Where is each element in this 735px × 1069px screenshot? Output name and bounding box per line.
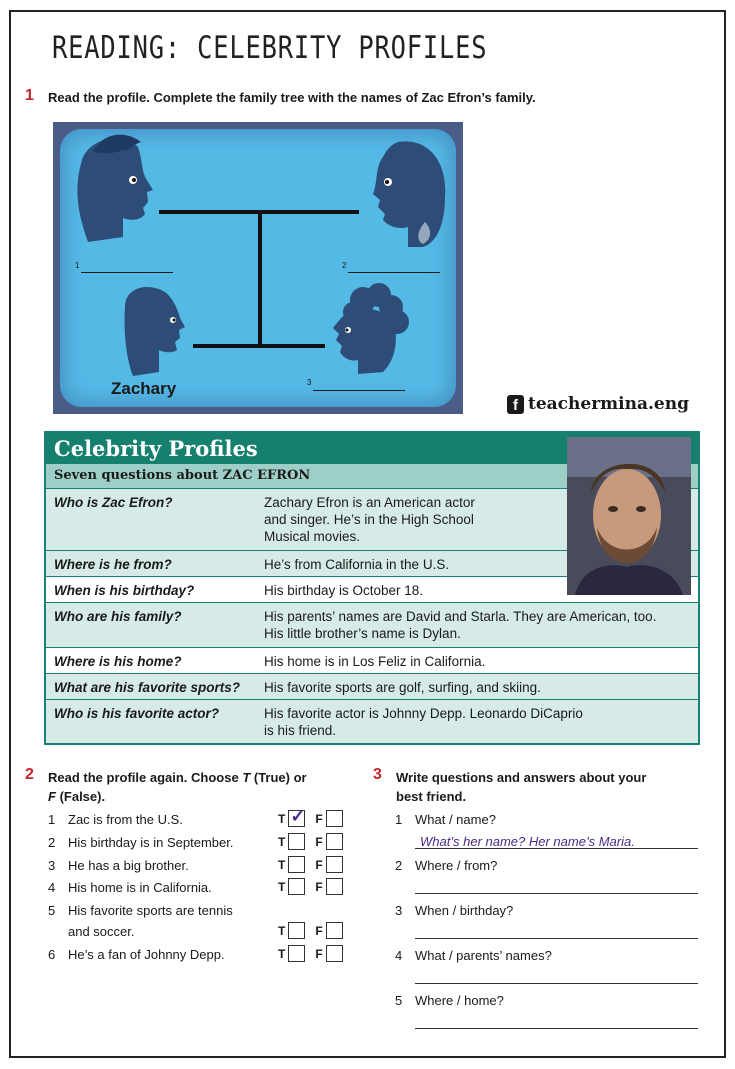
vertical-line [258, 212, 262, 347]
profile-question: When is his birthday? [54, 583, 195, 598]
profile-header: Celebrity Profiles [46, 433, 698, 464]
profile-answer: His favorite actor is Johnny Depp. Leonardo DiCaprio is his friend. [264, 706, 583, 738]
list-item: 4 His home is in California. T F [48, 880, 358, 899]
list-item: 3 He has a big brother. T F [48, 858, 358, 877]
profile-question: Where is he from? [54, 557, 172, 572]
false-checkbox[interactable] [326, 945, 343, 962]
answer-line[interactable] [415, 969, 698, 984]
brand-watermark [507, 394, 689, 414]
blank-2-line[interactable] [348, 272, 440, 273]
blank-3-number: 3 [307, 378, 312, 387]
true-checkbox[interactable] [288, 806, 306, 827]
false-checkbox[interactable] [326, 810, 343, 827]
profile-question: Where is his home? [54, 654, 182, 669]
profile-row [46, 699, 698, 743]
family-tree [53, 122, 463, 414]
profile-row [46, 673, 698, 699]
false-checkbox[interactable] [326, 856, 343, 873]
exercise-2-instruction: Read the profile again. Choose T (True) or F (False). [48, 770, 307, 804]
brother-silhouette [333, 283, 409, 374]
profile-question: What are his favorite sports? [54, 680, 241, 695]
profile-question: Who is Zac Efron? [54, 495, 173, 510]
true-checkbox[interactable] [288, 945, 305, 962]
profile-question: Who is his favorite actor? [54, 706, 220, 721]
zachary-silhouette [124, 287, 185, 376]
exercise-1-instruction: Read the profile. Complete the family tree with the names of Zac Efron’s family. [48, 90, 536, 105]
exercise-3-number: 3 [373, 766, 382, 783]
zachary-label: Zachary [111, 379, 177, 398]
profile-answer: He’s from California in the U.S. [264, 557, 450, 572]
list-item: 1 Zac is from the U.S. T ✓ F [48, 812, 358, 831]
true-checkbox[interactable] [288, 922, 305, 939]
list-item: 6 He’s a fan of Johnny Depp. T F [48, 947, 358, 966]
profile-answer: His birthday is October 18. [264, 583, 424, 598]
profile-row [46, 602, 698, 647]
true-checkbox[interactable] [288, 878, 305, 895]
true-checkbox[interactable] [288, 856, 305, 873]
page-title: READING: CELEBRITY PROFILES [52, 30, 488, 66]
children-line [193, 344, 325, 348]
profile-answer: His parents’ names are David and Starla. They are American, too. His little brother’s name is Dylan. [264, 609, 657, 641]
father-silhouette [77, 135, 153, 242]
mother-silhouette [373, 141, 445, 247]
false-checkbox[interactable] [326, 833, 343, 850]
exercise-3-instruction: Write questions and answers about your best friend. [396, 770, 647, 804]
profile-answer: Zachary Efron is an American actor and singer. He’s in the High School Musical movies. [264, 495, 475, 544]
exercise-2-number: 2 [25, 766, 34, 783]
exercise-1-number: 1 [25, 87, 34, 104]
list-item: 5 His favorite sports are tennis and soccer. T F [48, 903, 358, 943]
false-checkbox[interactable] [326, 878, 343, 895]
profile-answer: His favorite sports are golf, surfing, and skiing. [264, 680, 541, 695]
answer-line[interactable] [415, 879, 698, 894]
answer-line[interactable] [415, 924, 698, 939]
blank-2-number: 2 [342, 261, 347, 270]
checkmark-icon: ✓ [290, 806, 306, 826]
false-checkbox[interactable] [326, 922, 343, 939]
brand-handle: teachermina.eng [528, 394, 689, 414]
profile-question: Who are his family? [54, 609, 182, 624]
answer-line[interactable] [415, 1014, 698, 1029]
zac-efron-photo [567, 437, 691, 595]
blank-3-line[interactable] [313, 390, 405, 391]
blank-1-number: 1 [75, 261, 80, 270]
answer-line[interactable]: What’s her name? Her name’s Maria. [415, 834, 698, 849]
true-checkbox[interactable] [288, 833, 305, 850]
profile-subheader: Seven questions about ZAC EFRON [46, 464, 698, 488]
profile-row [46, 647, 698, 673]
list-item: 2 His birthday is in September. T F [48, 835, 358, 854]
facebook-icon: f [507, 395, 524, 414]
profile-answer: His home is in Los Feliz in California. [264, 654, 486, 669]
family-tree-drawing [53, 122, 463, 414]
blank-1-line[interactable] [81, 272, 173, 273]
